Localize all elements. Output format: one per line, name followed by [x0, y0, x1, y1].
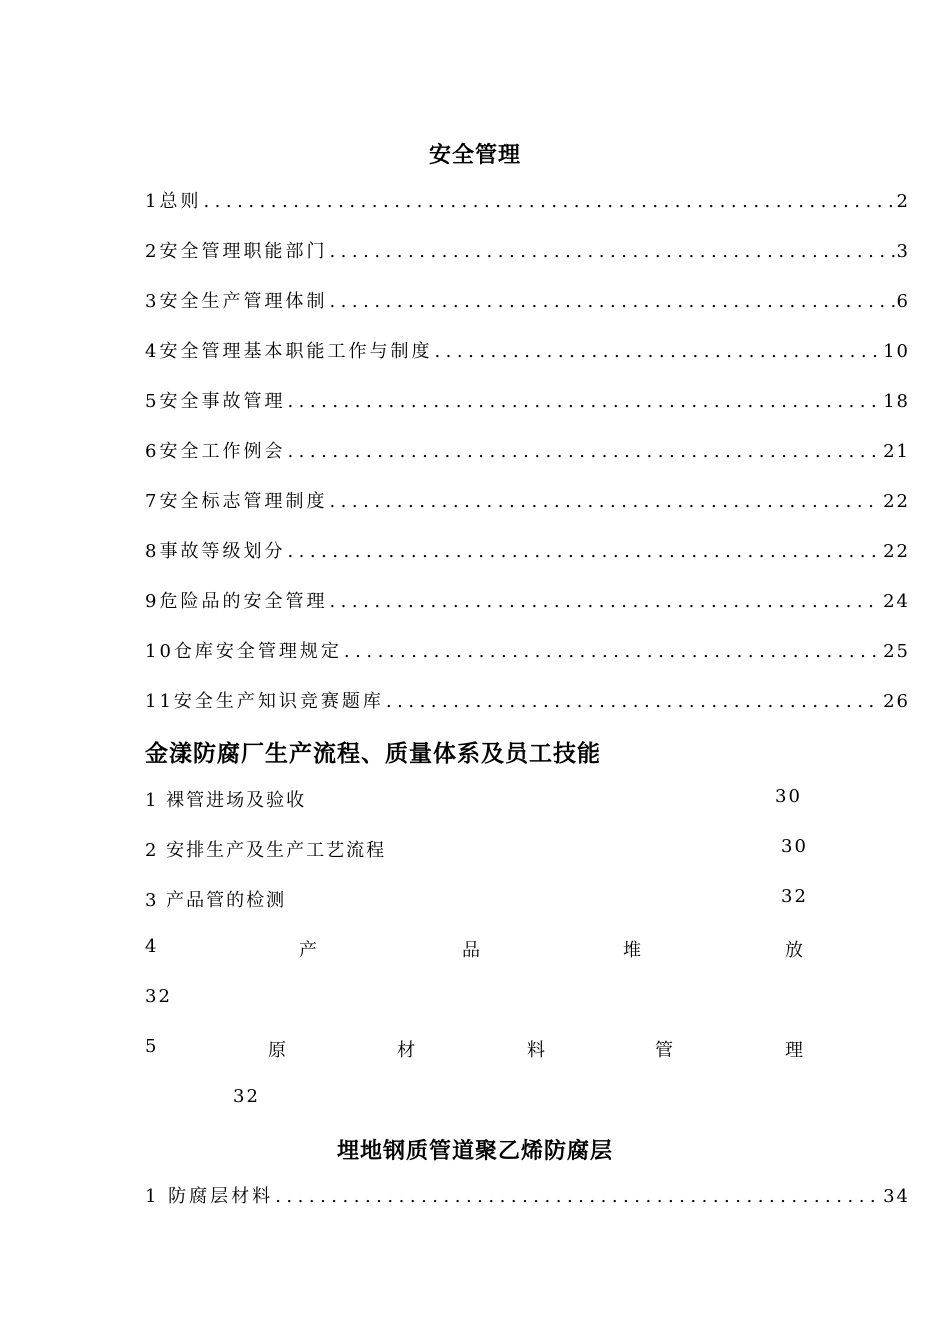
section-title-coating: 埋地钢质管道聚乙烯防腐层 [336, 1138, 613, 1164]
toc-entry[interactable] [145, 587, 910, 617]
toc-entry-word[interactable]: 管 [655, 1040, 673, 1061]
toc-entry-page: 21 [883, 441, 910, 462]
toc-entry-text: 安全管理基本职能工作与制度 [159, 341, 433, 362]
toc-entry-page: 26 [883, 691, 910, 712]
toc-entry-number: 11 [145, 691, 174, 712]
toc-entry-text[interactable]: 3 产品管的检测 [145, 890, 287, 911]
toc-entry-number: 10 [145, 641, 174, 662]
toc-entry-text: 仓库安全管理规定 [173, 641, 342, 662]
toc-leader-dots [329, 491, 881, 512]
toc-entry-number: 2 [145, 241, 160, 262]
toc-leader-dots [329, 291, 894, 312]
toc-entry[interactable] [145, 687, 910, 717]
toc-entry-text: 安全事故管理 [159, 391, 286, 412]
toc-entry-word[interactable]: 理 [785, 1040, 803, 1061]
toc-entry[interactable] [145, 537, 910, 567]
toc-entry-text: 安全生产管理体制 [159, 291, 328, 312]
toc-leader-dots [287, 541, 881, 562]
toc-entry-word[interactable]: 料 [527, 1040, 545, 1061]
toc-entry-number: 7 [145, 491, 160, 512]
toc-entry[interactable] [145, 487, 910, 517]
toc-entry[interactable] [145, 237, 910, 267]
toc-entry-text: 危险品的安全管理 [159, 591, 328, 612]
toc-entry-page: 30 [781, 836, 808, 857]
toc-leader-dots [386, 691, 881, 712]
toc-entry-text[interactable]: 2 安排生产及生产工艺流程 [145, 840, 387, 861]
toc-leader-dots [329, 241, 894, 262]
toc-entry-text[interactable]: 1 裸管进场及验收 [145, 790, 307, 811]
toc-entry-page: 18 [883, 391, 910, 412]
section-title-safety: 安全管理 [428, 142, 521, 168]
toc-entry-page: 24 [883, 591, 910, 612]
toc-entry[interactable] [145, 637, 910, 667]
toc-entry-text: 总则 [159, 191, 202, 212]
toc-entry-text: 安全生产知识竞赛题库 [173, 691, 384, 712]
toc-entry-number: 6 [145, 441, 160, 462]
toc-entry-number: 4 [145, 341, 160, 362]
toc-entry-word[interactable]: 堆 [623, 940, 641, 961]
toc-entry-text: 安全工作例会 [159, 441, 286, 462]
toc-entry-page: 10 [883, 341, 910, 362]
toc-leader-dots [287, 441, 881, 462]
toc-entry-number: 8 [145, 541, 160, 562]
toc-entry-page: 30 [775, 786, 802, 807]
toc-entry[interactable] [145, 337, 910, 367]
toc-entry-page: 32 [233, 1086, 260, 1107]
toc-leader-dots [287, 391, 881, 412]
toc-entry[interactable] [145, 1182, 910, 1212]
toc-entry-number: 3 [145, 291, 160, 312]
toc-entry-text: 安全管理职能部门 [159, 241, 328, 262]
toc-entry-word[interactable]: 材 [397, 1040, 415, 1061]
toc-leader-dots [203, 191, 894, 212]
toc-entry-word[interactable]: 品 [462, 940, 480, 961]
toc-entry-page: 6 [896, 291, 910, 312]
toc-entry-text: 1 防腐层材料 [145, 1186, 274, 1207]
toc-entry-page: 32 [145, 986, 172, 1007]
toc-entry-number: 1 [145, 191, 160, 212]
toc-entry[interactable] [145, 437, 910, 467]
toc-entry[interactable] [145, 187, 910, 217]
toc-entry-page: 22 [883, 491, 910, 512]
toc-entry-page: 32 [781, 886, 808, 907]
toc-entry-number: 9 [145, 591, 160, 612]
toc-entry-number: 5 [145, 1036, 157, 1057]
toc-entry[interactable] [145, 387, 910, 417]
toc-entry-word[interactable]: 产 [299, 940, 317, 961]
toc-entry-number: 5 [145, 391, 160, 412]
toc-entry-word[interactable]: 原 [268, 1040, 286, 1061]
toc-entry-number: 4 [145, 936, 157, 957]
toc-entry-page: 2 [896, 191, 910, 212]
toc-leader-dots [434, 341, 881, 362]
toc-entry-word[interactable]: 放 [785, 940, 803, 961]
toc-entry-text: 事故等级划分 [159, 541, 286, 562]
toc-entry[interactable] [145, 287, 910, 317]
toc-entry-page: 25 [883, 641, 910, 662]
toc-entry-page: 3 [896, 241, 910, 262]
toc-entry-page: 34 [883, 1186, 910, 1207]
toc-entry-page: 22 [883, 541, 910, 562]
section-title-production: 金漾防腐厂生产流程、质量体系及员工技能 [145, 740, 601, 767]
toc-leader-dots [344, 641, 881, 662]
toc-entry-text: 安全标志管理制度 [159, 491, 328, 512]
toc-leader-dots [275, 1186, 881, 1207]
toc-leader-dots [329, 591, 881, 612]
